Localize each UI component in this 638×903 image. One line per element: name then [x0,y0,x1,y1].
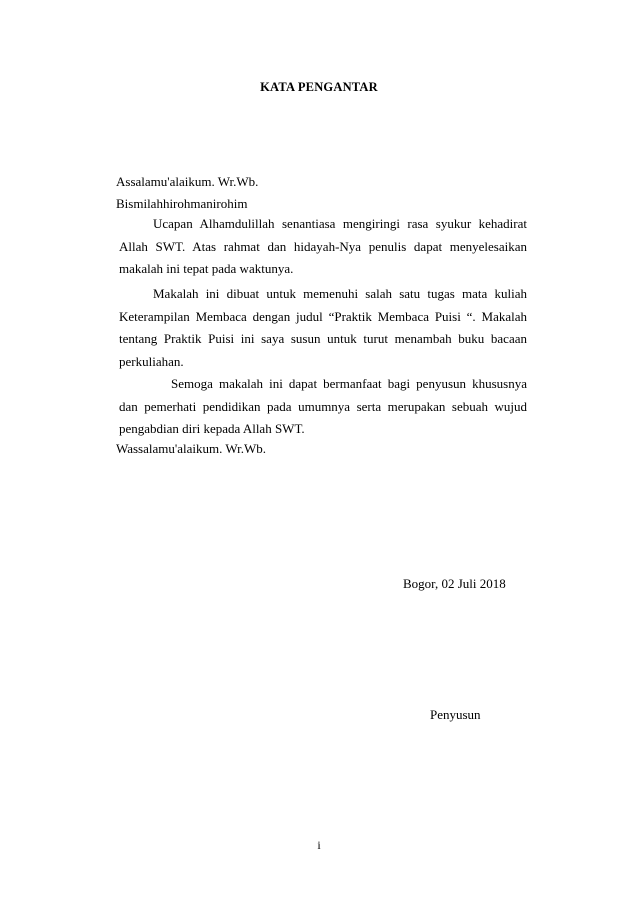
page-title: KATA PENGANTAR [260,80,378,94]
page-number: i [317,838,321,852]
paragraph-hope: Semoga makalah ini dapat bermanfaat bagi penyusun khususnya dan pemerhati pendidikan pada umumnya serta merupakan sebuah wujud pengabdian diri kepada Allah SWT. [119,376,527,436]
place-date-text: Bogor, 02 Juli 2018 [403,576,506,591]
basmalah-text: Bismilahhirohmanirohim [116,196,248,211]
closing-text: Wassalamu'alaikum. Wr.Wb. [116,441,266,456]
paragraph-purpose: Makalah ini dibuat untuk memenuhi salah satu tugas mata kuliah Keterampilan Membaca dengan judul “Praktik Membaca Puisi “. Makalah tentang Praktik Puisi ini saya susun untuk turut menambah buku bacaan perkuliahan. [119,286,527,369]
greeting-text: Assalamu'alaikum. Wr.Wb. [116,174,259,189]
paragraph-opening: Ucapan Alhamdulillah senantiasa mengiringi rasa syukur kehadirat Allah SWT. Atas rahmat dan hidayah-Nya penulis dapat menyelesaikan makalah ini tepat pada waktunya. [119,216,527,276]
author-label: Penyusun [430,707,481,722]
